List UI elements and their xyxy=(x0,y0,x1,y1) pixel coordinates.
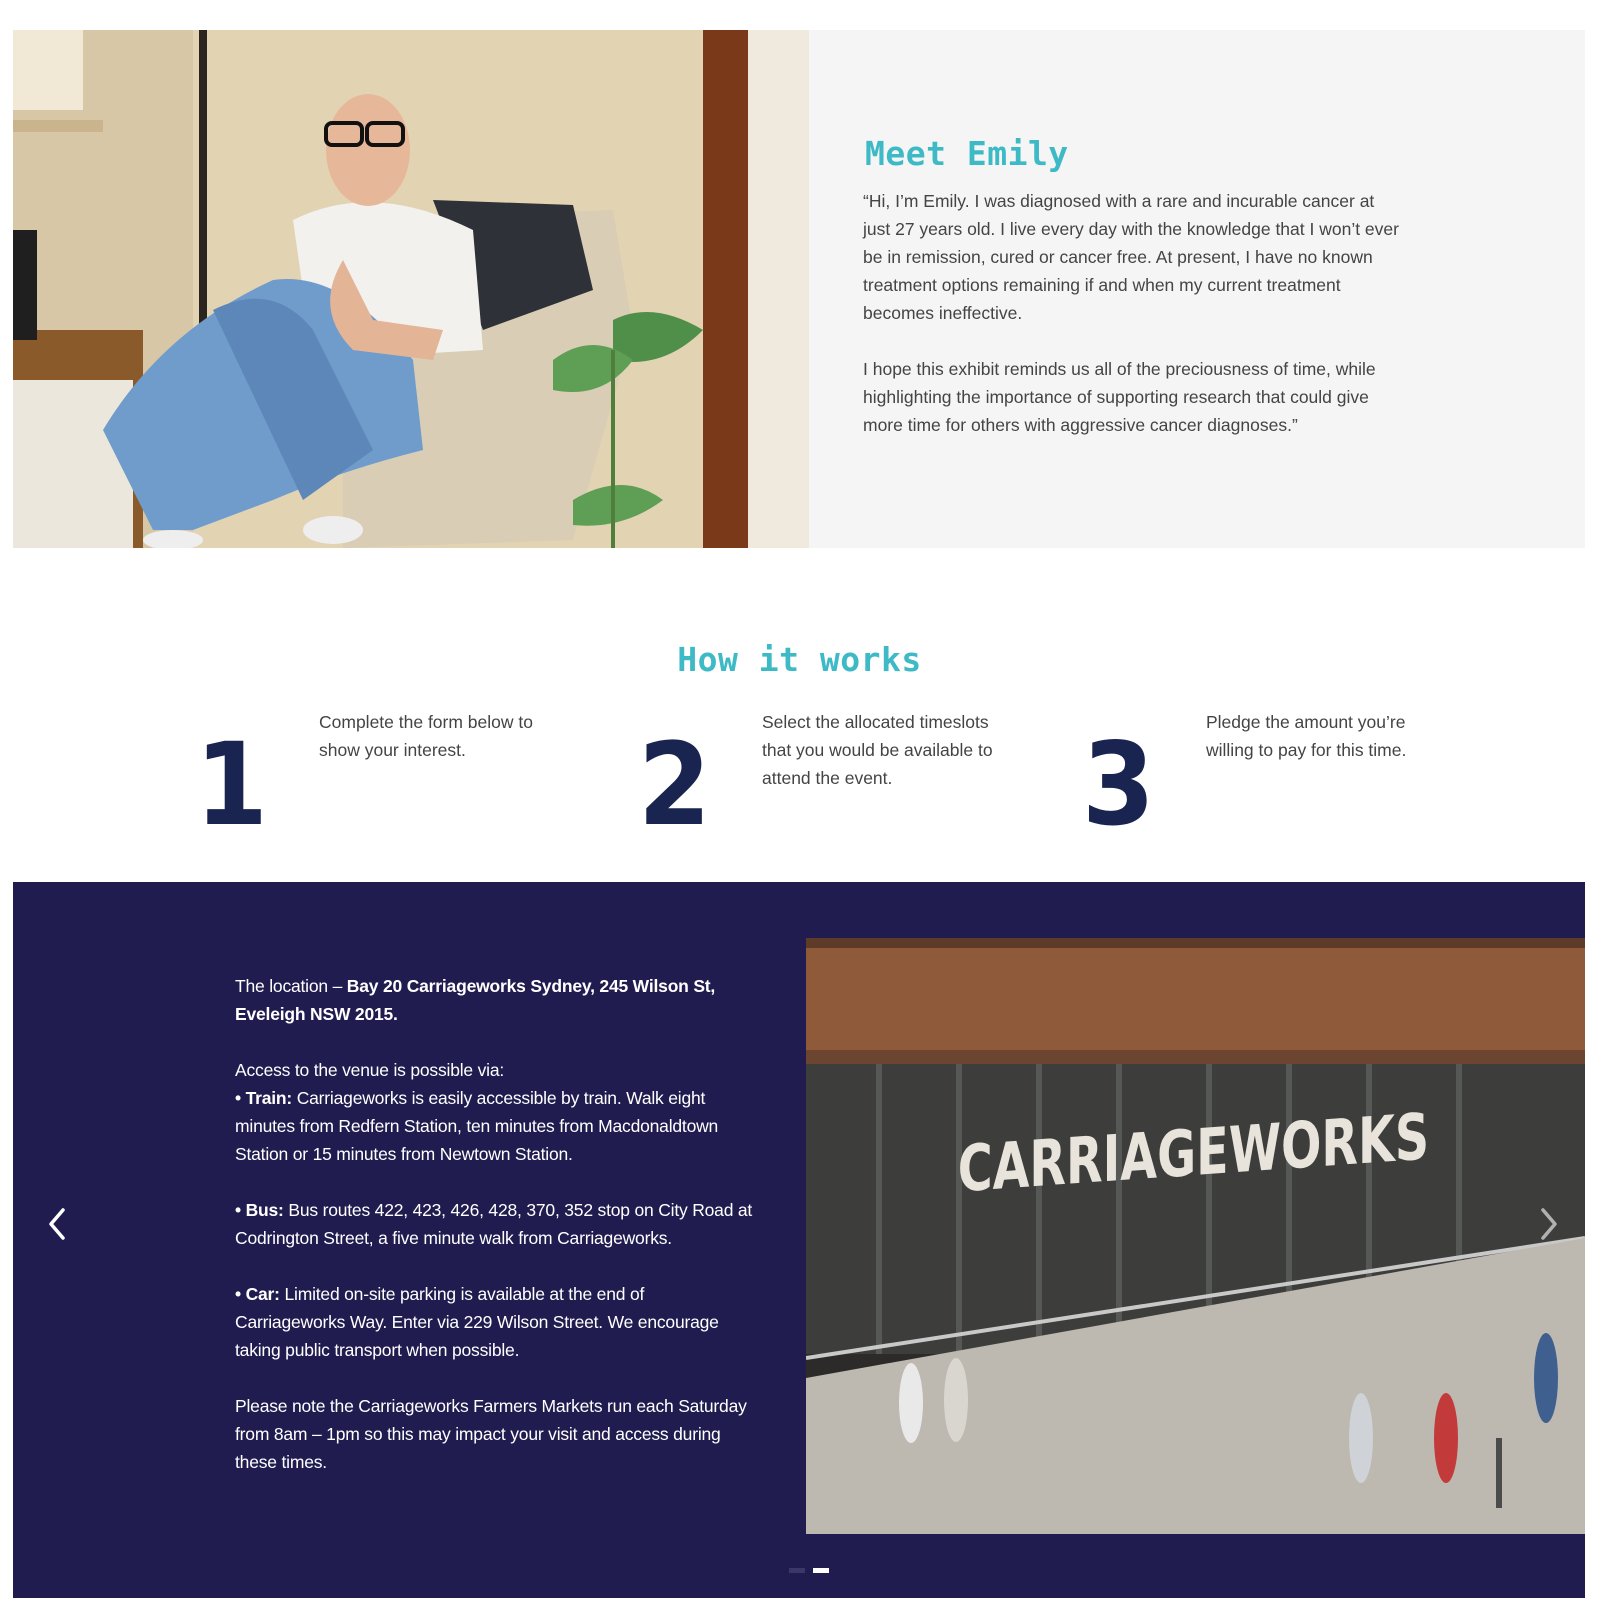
how-it-works-title: How it works xyxy=(677,640,922,679)
chevron-left-icon xyxy=(43,1204,73,1244)
bus-text: Bus routes 422, 423, 426, 428, 370, 352 stop on City Road at Codrington Street, a five minute walk from Carriageworks. xyxy=(235,1200,753,1248)
train-label: • Train: xyxy=(235,1088,293,1108)
carriageworks-sign: CARRIAGEWORKS xyxy=(957,1100,1430,1208)
car-label: • Car: xyxy=(235,1284,280,1304)
step-text: Complete the form below to show your interest. xyxy=(319,712,533,760)
carriageworks-photo-illustration xyxy=(806,938,1585,1534)
step-text: Pledge the amount you’re willing to pay for this time. xyxy=(1206,712,1407,760)
step-text: Select the allocated timeslots that you would be available to attend the event. xyxy=(762,712,993,788)
train-info xyxy=(235,1084,755,1168)
carriageworks-photo xyxy=(806,938,1585,1534)
train-text: Carriageworks is easily accessible by train. Walk eight minutes from Redfern Station, ten minutes from Macdonaldtown Station or 15 minutes from Newtown Station. xyxy=(235,1088,719,1164)
emily-paragraph-1: “Hi, I’m Emily. I was diagnosed with a rare and incurable cancer at just 27 years old. I live every day with the knowledge that I won’t ever be in remission, cured or cancer free. At present, I have no known treatment options remaining if and when my current treatment becomes ineffective. xyxy=(863,191,1399,323)
slider-prev-button[interactable] xyxy=(43,1204,73,1244)
bus-info xyxy=(235,1196,755,1252)
car-info xyxy=(235,1280,755,1364)
chevron-right-icon xyxy=(1533,1204,1563,1244)
emily-title: Meet Emily xyxy=(865,134,1069,173)
step-number: 1 xyxy=(195,718,265,851)
slider-next-button[interactable] xyxy=(1533,1204,1563,1244)
emily-photo xyxy=(13,30,809,548)
location-intro xyxy=(235,972,755,1028)
markets-note: Please note the Carriageworks Farmers Markets run each Saturday from 8am – 1pm so this may impact your visit and access during these times. xyxy=(235,1396,747,1472)
location-slider xyxy=(13,882,1585,1598)
location-details xyxy=(235,972,755,1504)
meet-emily-section xyxy=(13,30,1585,548)
access-intro: Access to the venue is possible via: xyxy=(235,1060,505,1080)
step-number: 3 xyxy=(1082,718,1152,851)
bus-label: • Bus: xyxy=(235,1200,284,1220)
slider-dot-2[interactable] xyxy=(813,1568,829,1573)
emily-paragraph-2: I hope this exhibit reminds us all of the preciousness of time, while highlighting the importance of supporting research that could give more time for others with aggressive cancer diagnoses.” xyxy=(863,359,1376,435)
step-number: 2 xyxy=(638,718,708,851)
car-text: Limited on-site parking is available at the end of Carriageworks Way. Enter via 229 Wilson Street. We encourage taking public transport when possible. xyxy=(235,1284,719,1360)
access-block xyxy=(235,1056,755,1084)
location-address: Bay 20 Carriageworks Sydney, 245 Wilson St, Eveleigh NSW 2015. xyxy=(235,976,716,1024)
location-intro-prefix: The location – xyxy=(235,976,347,996)
slider-pagination xyxy=(789,1568,829,1573)
emily-story xyxy=(863,134,1403,439)
emily-photo-illustration xyxy=(13,30,809,548)
slider-dot-1[interactable] xyxy=(789,1568,805,1573)
